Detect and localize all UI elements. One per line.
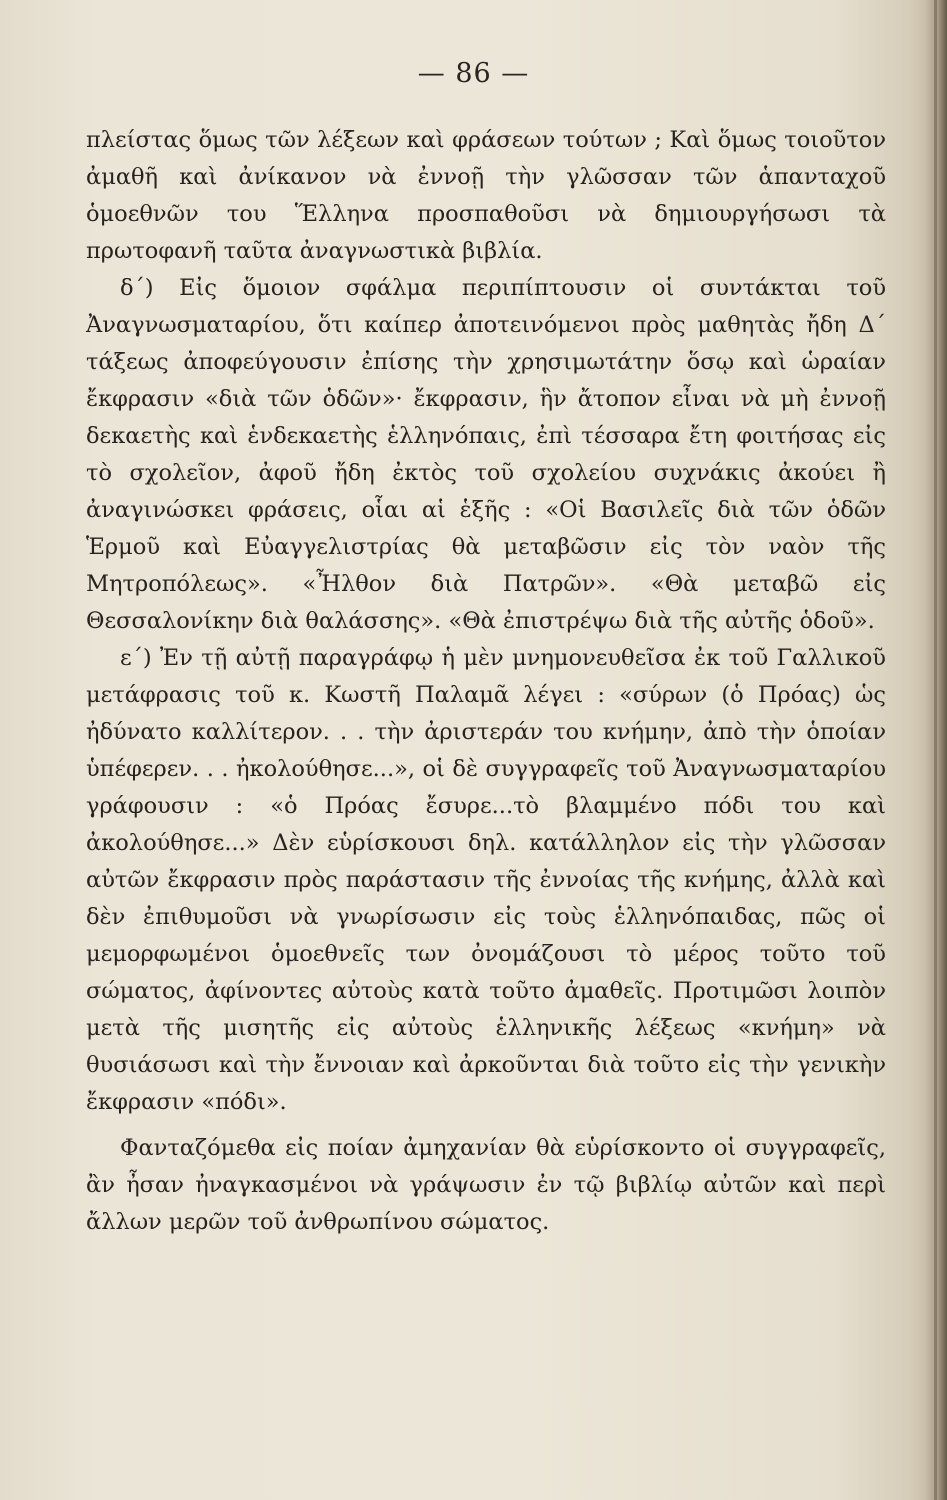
paragraph-continuation: πλείστας ὅμως τῶν λέξεων καὶ φράσεων τούτων ; Καὶ ὅμως τοιοῦτον ἀμαθῆ καὶ ἀνίκανον νὰ ἐννοῇ τὴν γλῶσσαν τῶν ἁπανταχοῦ ὁμοεθνῶν του Ἕλληνα προσπαθοῦσι νὰ δημιουργήσωσι τὰ πρωτοφανῆ ταῦτα ἀναγνωστικὰ βιβλία.	[86, 127, 886, 264]
paragraph-closing: Φανταζόμεθα εἰς ποίαν ἀμηχανίαν θὰ εὑρίσκοντο οἱ συγγραφεῖς, ἂν ἦσαν ἠναγκασμένοι νὰ γράψωσιν ἐν τῷ βιβλίῳ αὐτῶν καὶ περὶ ἄλλων μερῶν τοῦ ἀνθρωπίνου σώματος.	[86, 1135, 886, 1235]
paragraph-section-e: ε΄) Ἐν τῇ αὐτῇ παραγράφῳ ἡ μὲν μνημονευθεῖσα ἐκ τοῦ Γαλλικοῦ μετάφρασις τοῦ κ. Κωστῆ Παλαμᾶ λέγει : «σύρων (ὁ Πρόας) ὡς ἠδύνατο καλλίτερον. . . τὴν ἀριστεράν του κνήμην, ἀπὸ τὴν ὁποίαν ὑπέφερεν. . . ἠκολούθησε...», οἱ δὲ συγγραφεῖς τοῦ Ἀναγνωσματαρίου γράφουσιν : «ὁ Πρόας ἔσυρε...τὸ βλαμμένο πόδι του καὶ ἀκολούθησε...» Δὲν εὑρίσκουσι δηλ. κατάλληλον εἰς τὴν γλῶσσαν αὐτῶν ἔκφρασιν πρὸς παράστασιν τῆς ἐννοίας τῆς κνήμης, ἀλλὰ καὶ δὲν ἐπιθυμοῦσι νὰ γνωρίσωσιν εἰς τοὺς ἑλληνόπαιδας, πῶς οἱ μεμορφωμένοι ὁμοεθνεῖς των ὀνομάζουσι τὸ μέρος τοῦτο τοῦ σώματος, ἀφίνοντες αὐτοὺς κατὰ τοῦτο ἀμαθεῖς. Προτιμῶσι λοιπὸν μετὰ τῆς μισητῆς εἰς αὐτοὺς ἑλληνικῆς λέξεως «κνήμη» νὰ θυσιάσωσι καὶ τὴν ἔννοιαν καὶ ἀρκοῦνται διὰ τοῦτο εἰς τὴν γενικὴν ἔκφρασιν «πόδι».	[86, 645, 886, 1115]
page-binding-line	[934, 0, 937, 1500]
paragraph-section-d: δ΄) Εἰς ὅμοιον σφάλμα περιπίπτουσιν οἱ συντάκται τοῦ Ἀναγνωσματαρίου, ὅτι καίπερ ἀποτεινόμενοι πρὸς μαθητὰς ἤδη Δ΄ τάξεως ἀποφεύγουσιν ἐπίσης τὴν χρησιμωτάτην ὅσῳ καὶ ὡραίαν ἔκφρασιν «διὰ τῶν ὁδῶν»· ἔκφρασιν, ἣν ἄτοπον εἶναι νὰ μὴ ἐννοῇ δεκαετὴς καὶ ἑνδεκαετὴς ἑλληνόπαις, ἐπὶ τέσσαρα ἔτη φοιτήσας εἰς τὸ σχολεῖον, ἀφοῦ ἤδη ἐκτὸς τοῦ σχολείου συχνάκις ἀκούει ἢ ἀναγινώσκει φράσεις, οἷαι αἱ ἑξῆς : «Οἱ Βασιλεῖς διὰ τῶν ὁδῶν Ἑρμοῦ καὶ Εὐαγγελιστρίας θὰ μεταβῶσιν εἰς τὸν ναὸν τῆς Μητροπόλεως». «Ἦλθον διὰ Πατρῶν». «Θὰ μεταβῶ εἰς Θεσσαλονίκην διὰ θαλάσσης». «Θὰ ἐπιστρέψω διὰ τῆς αὐτῆς ὁδοῦ».	[86, 275, 886, 634]
page-number: — 86 —	[417, 58, 530, 89]
body-text	[86, 122, 886, 1241]
